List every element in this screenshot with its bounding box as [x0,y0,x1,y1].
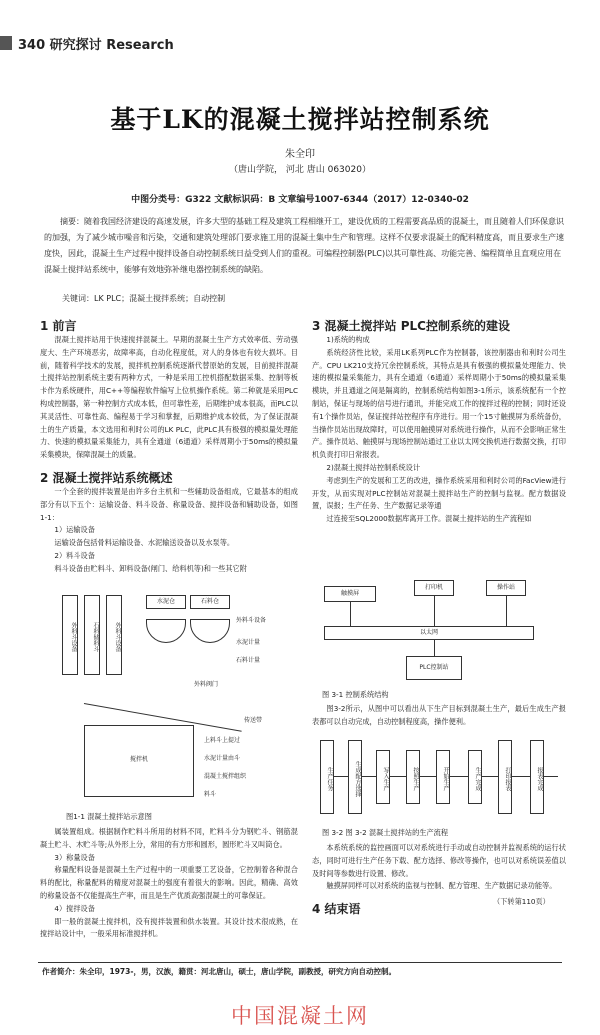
hopper-shape [190,619,230,643]
abstract: 摘要：随着我国经济建设的高速发展，许多大型的基础工程及建筑工程相继开工，建设优质的工程需要高品质的混凝土，而且随着人们环保意识的加强，为了减少城市噪音和污染，交通和建筑处理部门要求施工用的混凝土集中生产和管理。这样不仅要求混凝土的配料精度高，而且要求生产速度快，因此，混凝土生产过程中搅拌设备自动控制系统日益受到人们的重视。可编程控制器(PLC)以其可靠性高、功能完善、编程简单且直观应用在混凝土搅拌站系统中，能够有效地弥补继电器控制系统的缺陷。 [44,217,564,274]
paragraph: 过连接至SQL2000数据库离开工作。混凝土搅拌站的生产流程如 [326,514,532,524]
fig-label: 石料仓 [190,595,230,609]
fig-label: 石料储料斗 [84,595,100,675]
plc-station-box: PLC控制站 [406,656,462,680]
list-item: 2)混凝土搅拌站控制系统设计 [326,462,421,472]
footnote-divider [38,962,562,963]
paper-title: 基于LK的混凝土搅拌站控制系统 [110,105,490,134]
paragraph: 本系统系统的监控画面可以对系统进行手动或自动控制并监视系统的运行状态，同时可进行生产任务下载、配方选择、修改等操作，也可以对系统误差值以及时间等参数进行设置、修改。 [312,843,566,878]
section-3-title: 3 混凝土搅拌站 PLC控制系统的建设 [312,319,510,333]
fig-label: 外料斗设备 [106,595,122,675]
section-name-en: Research [106,38,174,53]
fig-label: 外料阀门 [194,681,219,688]
author-bio: 作者简介：朱全印，1973-，男，汉族，籍贯：河北唐山，硕士，唐山学院，副教授，研究方向自动控制。 [42,967,396,976]
right-column-mid [312,703,566,729]
list-item: 2）料斗设备 [54,550,95,560]
flow-step: 开始生产 [436,750,450,804]
paragraph: 属装置组成。根据制作贮料斗所用的材料不同，贮料斗分为钢贮斗、钢筋混凝土贮斗、木贮斗等;从外形上分，常用的有方形和圆形，圆形贮斗又叫筒仓。 [40,827,298,849]
running-header [18,34,174,53]
figure-3-2-caption: 图 3-2 图 3-2 混凝土搅拌站的生产流程 [322,828,449,837]
paragraph: 考虑到生产的发展和工艺的改进，操作系统采用和利时公司的FacView进行开发，从而实现对PLC控制站对混凝土搅拌站生产的控制与监视。配方数据设置，误报；生产任务、生产数据记录等通 [312,475,566,511]
operator-station-box: 操作站 [486,580,526,596]
figure-3-1 [316,566,564,686]
page-number: 340 [18,38,46,53]
paragraph: 运输设备包括骨料运输设备、水泥输送设备以及水泵等。 [54,538,235,548]
fig-label: 外料斗设备 [62,595,78,675]
connector-line [506,596,507,626]
printer-box: 打印机 [414,580,454,596]
list-item: 1）运输设备 [54,525,95,535]
paragraph: 一个全套的搅拌装置是由许多台主机和一些辅助设备组成，它最基本的组成部分有以下五个：运输设备、料斗设备、称量设备、搅拌设备和辅助设备，如图1-1： [40,486,298,522]
flow-step: 写入生产 [376,750,390,804]
list-item: 3）称量设备 [54,852,95,862]
paragraph: 即一般的混凝土搅拌机，没有搅拌装置和供水装置。其设计技术很成熟，在搅拌站设计中，一般采用标准搅拌机。 [40,916,298,939]
figure-3-2 [316,732,564,822]
flow-step: 按照生产 [406,750,420,804]
paragraph: 图3-2所示，从图中可以看出从下生产目标到混凝土生产，最后生成生产报表都可以自动完成，自动控制程度高，操作便利。 [312,704,566,726]
list-item: 4）搅拌设备 [54,903,95,913]
ethernet-box: 以太网 [324,626,534,640]
watermark: 中国混凝土网 [231,1004,369,1028]
flow-step: 生成配方选择 [348,740,362,814]
left-column-top [40,318,298,576]
connector-line [434,640,435,656]
paragraph: 系统经济性比较，采用LK系列PLC作为控制器，该控制器由和利时公司生产。CPU LK210支持冗余控制系统，其特点是具有极强的模拟量处理能力、快速的模拟量采集能力，具有全通道（6通道）采样周期小于50ms的模拟量采集模块，并且通道之间是隔离的，控制系统结构如图3-1所示，该系统配有一个控制站，保证与现场的信号进行通讯，并能完成工作的搅拌过程的控制；同时还设有1个操作员站，保证搅拌站控程序有序进行。用一个15寸触摸屏为系统备份，当操作员站出现故障时，可以使用触摸屏对系统进行操作，从而不会影响正常生产。操作员站、触摸屏与现场控制站通过工业以太网交换机进行数据交换，打印机负责打印日常报表。 [312,347,566,460]
hopper-shape [146,619,186,643]
section-4-title: 4 结束语 [312,902,361,917]
touch-screen-box: 触摸屏 [324,586,376,602]
section-1-title: 1 前言 [40,319,77,333]
paragraph: 混凝土搅拌站用于快速搅拌混凝土。早期的混凝土生产方式效率低、劳动强度大、生产环境恶劣，故障率高，自动化程度低，对人的身体也有较大损坏。目前，随着科学技术的发展，搅拌机控制系统逐渐代替原始的发展，目前搅拌混凝土搅拌站控制系统主要有两种方式，一种是采用工控机搭配数据采集、控制等板卡作为系统硬件，用C++等编程软件编写上位机操作系统。第二种就是采用PLC构成控制器，第一种控制方式成本低，但可靠性差，后期维护成本很高，而PLC以其灵活性、可靠性高、编程易于学习和掌握，后期维护成本较低，为了保证混凝土的生产质量，本文选用和利时公司的LK PLC，此PLC具有极强的模拟量处理能力、快速的模拟量采集能力，具有全通道（6通道）采样周期小于50ms的模拟量采集模块，保障混凝土的质量。 [40,335,298,460]
paragraph: 称量配料设备是混凝土生产过程中的一项重要工艺设备，它控制着各种混合料的配比，称量配料的精度对混凝土的强度有着很大的影响。因此，精确、高效的称量设备不仅能提高生产率，而且是生产优质高强混凝土的可靠保证。 [40,865,298,900]
paragraph: 触摸屏同样可以对系统的监视与控制、配方管理、生产数据记录功能等。 [326,881,557,891]
affiliation: （唐山学院， 河北 唐山 063020） [229,165,371,175]
flow-step: 生产任务 [320,740,334,814]
fig-label: 混凝土搅拌组织 [204,773,247,780]
section-name: 研究探讨 [49,38,102,53]
fig-label: 水泥计量由斗 [204,755,241,762]
article-meta: 中图分类号：G322 文献标识码：B 文章编号1007-6344（2017）12-0340-02 [131,195,469,205]
flow-step: 报表完成 [530,740,544,814]
fig-label: 料斗 [204,791,217,798]
figure-3-1-caption: 图 3-1 控制系统结构 [322,690,389,699]
author: 朱全印 [285,149,315,160]
figure-1-1-caption: 图1-1 混凝土搅拌站示意图 [66,812,152,821]
right-column-top [312,318,566,526]
fig-label: 上料斗上提过 [204,737,241,744]
figure-1-1 [44,585,294,805]
fig-label: 传送带 [244,717,263,724]
flow-step: 生产完成 [468,750,482,804]
list-item: 1)系统的构成 [326,335,370,344]
continued-note: （下转第110页） [493,897,550,906]
connector-line [350,602,351,626]
fig-label: 水泥计量 [236,639,261,646]
fig-label: 水泥仓 [146,595,186,609]
keywords: 关键词：LK PLC；混凝土搅拌系统；自动控制 [62,294,226,303]
fig-label: 外料斗设备 [236,617,267,624]
fig-label: 搅拌机 [84,725,194,797]
left-column-bottom [40,826,298,941]
section-2-title: 2 混凝土搅拌站系统概述 [40,470,173,485]
flow-step: 打印报表 [498,740,512,814]
header-bar [0,36,12,50]
paragraph: 料斗设备由贮料斗、卸料设备(闸门、给料机等)和一些其它附 [54,563,247,573]
connector-line [434,596,435,626]
fig-label: 石料计量 [236,657,261,664]
